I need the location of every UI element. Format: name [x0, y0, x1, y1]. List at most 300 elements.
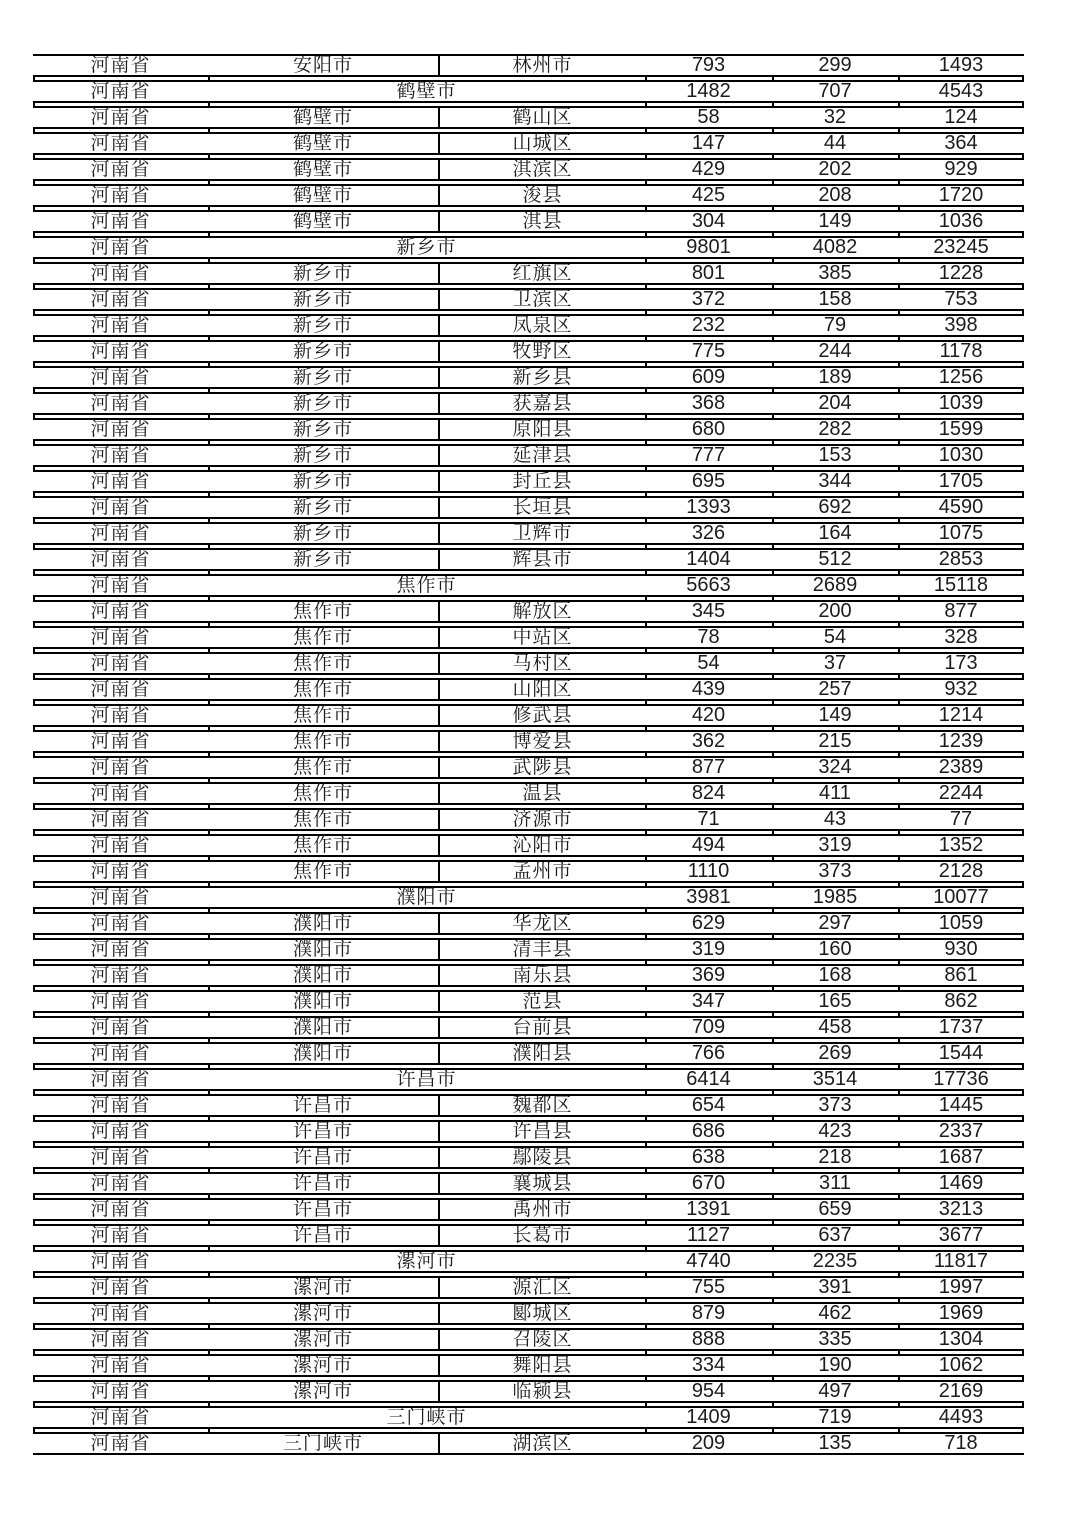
value-cell: 335 — [818, 1328, 852, 1350]
value-cell: 1127 — [686, 1224, 730, 1246]
table-row — [33, 210, 1024, 233]
value-cell: 423 — [818, 1120, 852, 1142]
value-cell: 930 — [944, 938, 978, 960]
district-cell: 浚县 — [522, 185, 563, 206]
city-cell: 焦作市 — [208, 862, 440, 881]
value-cell: 1985 — [812, 886, 858, 908]
value-cell: 362 — [691, 730, 726, 752]
value-cell: 9801 — [686, 236, 731, 258]
province-cell: 河南省 — [90, 1225, 151, 1246]
district-cell: 湖滨区 — [512, 1433, 573, 1454]
value-cell: 1705 — [938, 470, 984, 492]
district-cell: 林州市 — [512, 55, 573, 76]
value-cell: 232 — [691, 314, 726, 336]
city-cell: 漯河市 — [208, 1356, 440, 1375]
value-cell: 215 — [818, 730, 852, 752]
district-cell: 武陟县 — [512, 757, 573, 778]
province-cell: 河南省 — [90, 1043, 151, 1064]
value-cell: 1409 — [686, 1406, 731, 1428]
value-cell: 304 — [691, 210, 726, 232]
table-row — [33, 782, 1024, 805]
value-cell: 4082 — [812, 236, 858, 258]
city-cell: 新乡市 — [208, 342, 440, 361]
district-cell: 舞阳县 — [512, 1355, 573, 1376]
district-cell: 济源市 — [512, 809, 573, 830]
value-cell: 638 — [691, 1146, 726, 1168]
city-cell: 新乡市 — [208, 472, 440, 491]
value-cell: 209 — [691, 1432, 726, 1454]
table-row — [33, 938, 1024, 961]
value-cell: 1720 — [938, 184, 984, 206]
value-cell: 888 — [691, 1328, 726, 1350]
value-cell: 929 — [944, 158, 978, 180]
province-cell: 河南省 — [90, 419, 151, 440]
value-cell: 695 — [691, 470, 726, 492]
province-cell: 河南省 — [90, 835, 151, 856]
district-cell: 临颍县 — [512, 1381, 573, 1402]
province-cell: 河南省 — [90, 497, 151, 518]
city-merged-cell: 鹤壁市 — [396, 81, 457, 102]
district-cell: 山城区 — [512, 133, 573, 154]
province-cell: 河南省 — [90, 601, 151, 622]
district-cell: 濮阳县 — [512, 1043, 573, 1064]
province-cell: 河南省 — [90, 913, 151, 934]
value-cell: 257 — [818, 678, 852, 700]
city-cell: 新乡市 — [208, 316, 440, 335]
city-subtotal-row — [33, 886, 1024, 909]
city-subtotal-row — [33, 236, 1024, 259]
table-row — [33, 1328, 1024, 1351]
province-cell: 河南省 — [90, 393, 151, 414]
table-row — [33, 1354, 1024, 1377]
district-cell: 新乡县 — [512, 367, 573, 388]
district-cell: 长葛市 — [512, 1225, 573, 1246]
city-cell: 许昌市 — [208, 1200, 440, 1219]
province-cell: 河南省 — [90, 341, 151, 362]
province-cell: 河南省 — [90, 991, 151, 1012]
city-cell: 鹤壁市 — [208, 160, 440, 179]
city-cell: 濮阳市 — [208, 914, 440, 933]
value-cell: 319 — [818, 834, 852, 856]
value-cell: 1256 — [938, 366, 984, 388]
city-cell: 新乡市 — [208, 550, 440, 569]
value-cell: 766 — [691, 1042, 726, 1064]
value-cell: 204 — [818, 392, 852, 414]
value-cell: 149 — [818, 704, 852, 726]
value-cell: 659 — [818, 1198, 852, 1220]
province-cell: 河南省 — [90, 1407, 151, 1428]
district-cell: 源汇区 — [512, 1277, 573, 1298]
province-cell: 河南省 — [90, 757, 151, 778]
table-row — [33, 808, 1024, 831]
value-cell: 1036 — [938, 210, 984, 232]
value-cell: 391 — [818, 1276, 852, 1298]
city-cell: 漯河市 — [208, 1278, 440, 1297]
value-cell: 1110 — [687, 860, 730, 882]
table-row — [33, 548, 1024, 571]
province-cell: 河南省 — [90, 1069, 151, 1090]
table-row — [33, 1276, 1024, 1299]
province-cell: 河南省 — [90, 965, 151, 986]
value-cell: 1239 — [938, 730, 984, 752]
city-merged-cell: 新乡市 — [396, 237, 457, 258]
table-row — [33, 1120, 1024, 1143]
province-cell: 河南省 — [90, 1121, 151, 1142]
value-cell: 6414 — [686, 1068, 731, 1090]
city-merged-cell: 许昌市 — [396, 1069, 457, 1090]
value-cell: 5663 — [686, 574, 731, 596]
table-row — [33, 314, 1024, 337]
province-statistics-table — [33, 54, 1024, 1455]
value-cell: 2244 — [938, 782, 984, 804]
value-cell: 168 — [818, 964, 852, 986]
table-row — [33, 470, 1024, 493]
value-cell: 775 — [691, 340, 726, 362]
table-row — [33, 106, 1024, 129]
value-cell: 1599 — [938, 418, 984, 440]
value-cell: 824 — [691, 782, 726, 804]
value-cell: 208 — [818, 184, 852, 206]
value-cell: 347 — [691, 990, 726, 1012]
province-cell: 河南省 — [90, 575, 151, 596]
province-cell: 河南省 — [90, 315, 151, 336]
value-cell: 4543 — [938, 80, 984, 102]
value-cell: 135 — [818, 1432, 852, 1454]
city-cell: 许昌市 — [208, 1226, 440, 1245]
value-cell: 793 — [691, 54, 726, 76]
value-cell: 369 — [691, 964, 726, 986]
table-row — [33, 964, 1024, 987]
value-cell: 269 — [818, 1042, 852, 1064]
district-cell: 马村区 — [512, 653, 573, 674]
value-cell: 753 — [944, 288, 978, 310]
city-cell: 焦作市 — [208, 706, 440, 725]
value-cell: 54 — [823, 626, 847, 648]
value-cell: 1445 — [938, 1094, 984, 1116]
table-row — [33, 678, 1024, 701]
city-cell: 三门峡市 — [208, 1434, 440, 1453]
table-row — [33, 1042, 1024, 1065]
city-cell: 新乡市 — [208, 420, 440, 439]
province-cell: 河南省 — [90, 1303, 151, 1324]
district-cell: 长垣县 — [512, 497, 573, 518]
value-cell: 71 — [697, 808, 720, 830]
value-cell: 1352 — [938, 834, 984, 856]
district-cell: 温县 — [522, 783, 563, 804]
value-cell: 686 — [691, 1120, 726, 1142]
table-row — [33, 288, 1024, 311]
value-cell: 1062 — [938, 1354, 984, 1376]
district-cell: 许昌县 — [512, 1121, 573, 1142]
city-cell: 濮阳市 — [208, 1044, 440, 1063]
city-cell: 新乡市 — [208, 524, 440, 543]
city-cell: 焦作市 — [208, 758, 440, 777]
value-cell: 173 — [944, 652, 978, 674]
value-cell: 3213 — [938, 1198, 984, 1220]
value-cell: 1030 — [938, 444, 984, 466]
district-cell: 获嘉县 — [512, 393, 573, 414]
value-cell: 609 — [691, 366, 726, 388]
province-cell: 河南省 — [90, 861, 151, 882]
value-cell: 462 — [818, 1302, 852, 1324]
value-cell: 44 — [823, 132, 847, 154]
district-cell: 淇县 — [522, 211, 563, 232]
district-cell: 解放区 — [512, 601, 573, 622]
value-cell: 494 — [691, 834, 726, 856]
province-cell: 河南省 — [90, 1433, 151, 1454]
value-cell: 10077 — [933, 886, 989, 908]
city-cell: 许昌市 — [208, 1174, 440, 1193]
table-row — [33, 366, 1024, 389]
value-cell: 398 — [944, 314, 978, 336]
city-cell: 濮阳市 — [208, 940, 440, 959]
value-cell: 777 — [691, 444, 726, 466]
value-cell: 368 — [691, 392, 726, 414]
city-cell: 新乡市 — [208, 446, 440, 465]
province-cell: 河南省 — [90, 1017, 151, 1038]
province-cell: 河南省 — [90, 159, 151, 180]
province-cell: 河南省 — [90, 263, 151, 284]
table-row — [33, 1432, 1024, 1455]
value-cell: 2389 — [938, 756, 984, 778]
district-cell: 辉县市 — [512, 549, 573, 570]
value-cell: 79 — [823, 314, 847, 336]
city-subtotal-row — [33, 574, 1024, 597]
province-cell: 河南省 — [90, 1381, 151, 1402]
city-merged-cell: 漯河市 — [396, 1251, 457, 1272]
city-cell: 鹤壁市 — [208, 212, 440, 231]
value-cell: 297 — [818, 912, 852, 934]
province-cell: 河南省 — [90, 679, 151, 700]
province-cell: 河南省 — [90, 783, 151, 804]
district-cell: 郾城区 — [512, 1303, 573, 1324]
value-cell: 32 — [823, 106, 847, 128]
province-cell: 河南省 — [90, 1355, 151, 1376]
district-cell: 鄢陵县 — [512, 1147, 573, 1168]
province-cell: 河南省 — [90, 549, 151, 570]
value-cell: 299 — [818, 54, 852, 76]
table-row — [33, 1302, 1024, 1325]
value-cell: 1059 — [938, 912, 984, 934]
district-cell: 南乐县 — [512, 965, 573, 986]
city-subtotal-row — [33, 1068, 1024, 1091]
value-cell: 190 — [818, 1354, 852, 1376]
province-cell: 河南省 — [90, 445, 151, 466]
value-cell: 719 — [818, 1406, 852, 1428]
value-cell: 319 — [691, 938, 726, 960]
district-cell: 沁阳市 — [512, 835, 573, 856]
value-cell: 147 — [691, 132, 726, 154]
city-cell: 焦作市 — [208, 784, 440, 803]
value-cell: 692 — [818, 496, 852, 518]
province-cell: 河南省 — [90, 653, 151, 674]
value-cell: 1039 — [938, 392, 984, 414]
district-cell: 范县 — [522, 991, 563, 1012]
value-cell: 334 — [691, 1354, 726, 1376]
district-cell: 淇滨区 — [512, 159, 573, 180]
city-cell: 濮阳市 — [208, 1018, 440, 1037]
table-row — [33, 1146, 1024, 1169]
value-cell: 4493 — [938, 1406, 984, 1428]
value-cell: 411 — [819, 782, 851, 804]
district-cell: 中站区 — [512, 627, 573, 648]
value-cell: 497 — [818, 1380, 852, 1402]
value-cell: 877 — [944, 600, 978, 622]
district-cell: 封丘县 — [512, 471, 573, 492]
value-cell: 2689 — [812, 574, 858, 596]
value-cell: 1214 — [938, 704, 984, 726]
value-cell: 439 — [691, 678, 726, 700]
value-cell: 37 — [823, 652, 847, 674]
province-cell: 河南省 — [90, 367, 151, 388]
value-cell: 282 — [818, 418, 852, 440]
value-cell: 1393 — [686, 496, 731, 518]
city-cell: 漯河市 — [208, 1304, 440, 1323]
city-cell: 许昌市 — [208, 1148, 440, 1167]
table-row — [33, 1198, 1024, 1221]
province-cell: 河南省 — [90, 81, 151, 102]
table-row — [33, 756, 1024, 779]
value-cell: 324 — [818, 756, 852, 778]
province-cell: 河南省 — [90, 107, 151, 128]
value-cell: 458 — [818, 1016, 852, 1038]
province-cell: 河南省 — [90, 809, 151, 830]
value-cell: 328 — [944, 626, 978, 648]
value-cell: 311 — [819, 1172, 851, 1194]
value-cell: 954 — [691, 1380, 726, 1402]
city-cell: 许昌市 — [208, 1122, 440, 1141]
table-row — [33, 704, 1024, 727]
value-cell: 372 — [691, 288, 726, 310]
value-cell: 1493 — [938, 54, 984, 76]
value-cell: 165 — [818, 990, 852, 1012]
value-cell: 164 — [818, 522, 852, 544]
value-cell: 2169 — [938, 1380, 984, 1402]
value-cell: 1075 — [938, 522, 984, 544]
table-row — [33, 340, 1024, 363]
province-cell: 河南省 — [90, 939, 151, 960]
value-cell: 3981 — [686, 886, 731, 908]
district-cell: 华龙区 — [512, 913, 573, 934]
district-cell: 原阳县 — [512, 419, 573, 440]
province-cell: 河南省 — [90, 627, 151, 648]
district-cell: 牧野区 — [512, 341, 573, 362]
table-row — [33, 132, 1024, 155]
value-cell: 158 — [818, 288, 852, 310]
province-cell: 河南省 — [90, 1251, 151, 1272]
province-cell: 河南省 — [90, 1277, 151, 1298]
value-cell: 2853 — [938, 548, 984, 570]
district-cell: 卫辉市 — [512, 523, 573, 544]
table-row — [33, 626, 1024, 649]
district-cell: 台前县 — [512, 1017, 573, 1038]
district-cell: 禹州市 — [512, 1199, 573, 1220]
value-cell: 637 — [818, 1224, 852, 1246]
city-merged-cell: 濮阳市 — [396, 887, 457, 908]
city-cell: 濮阳市 — [208, 966, 440, 985]
city-cell: 新乡市 — [208, 290, 440, 309]
value-cell: 2128 — [938, 860, 984, 882]
value-cell: 718 — [944, 1432, 978, 1454]
value-cell: 344 — [818, 470, 852, 492]
value-cell: 2337 — [938, 1120, 984, 1142]
province-cell: 河南省 — [90, 1147, 151, 1168]
province-cell: 河南省 — [90, 185, 151, 206]
value-cell: 429 — [691, 158, 726, 180]
city-subtotal-row — [33, 1250, 1024, 1273]
value-cell: 58 — [697, 106, 720, 128]
value-cell: 1997 — [938, 1276, 984, 1298]
value-cell: 3677 — [938, 1224, 984, 1246]
city-cell: 安阳市 — [208, 56, 440, 75]
city-cell: 鹤壁市 — [208, 186, 440, 205]
value-cell: 4590 — [938, 496, 984, 518]
value-cell: 373 — [818, 1094, 852, 1116]
province-cell: 河南省 — [90, 237, 151, 258]
value-cell: 861 — [944, 964, 978, 986]
city-cell: 焦作市 — [208, 628, 440, 647]
province-cell: 河南省 — [90, 1173, 151, 1194]
city-subtotal-row — [33, 80, 1024, 103]
district-cell: 博爱县 — [512, 731, 573, 752]
province-cell: 河南省 — [90, 887, 151, 908]
value-cell: 326 — [691, 522, 726, 544]
table-row — [33, 158, 1024, 181]
value-cell: 11817 — [933, 1250, 989, 1272]
district-cell: 红旗区 — [512, 263, 573, 284]
table-row — [33, 1224, 1024, 1247]
province-cell: 河南省 — [90, 1329, 151, 1350]
value-cell: 879 — [691, 1302, 726, 1324]
district-cell: 修武县 — [512, 705, 573, 726]
value-cell: 244 — [818, 340, 852, 362]
city-cell: 焦作市 — [208, 602, 440, 621]
value-cell: 385 — [818, 262, 852, 284]
value-cell: 345 — [691, 600, 726, 622]
value-cell: 153 — [818, 444, 852, 466]
table-row — [33, 600, 1024, 623]
value-cell: 629 — [691, 912, 726, 934]
value-cell: 23245 — [933, 236, 989, 258]
city-cell: 新乡市 — [208, 498, 440, 517]
value-cell: 709 — [691, 1016, 726, 1038]
table-row — [33, 262, 1024, 285]
value-cell: 124 — [944, 106, 978, 128]
value-cell: 1482 — [686, 80, 731, 102]
value-cell: 801 — [691, 262, 726, 284]
city-cell: 漯河市 — [208, 1382, 440, 1401]
city-merged-cell: 焦作市 — [396, 575, 457, 596]
table-row — [33, 834, 1024, 857]
value-cell: 43 — [823, 808, 847, 830]
table-row — [33, 990, 1024, 1013]
value-cell: 1178 — [939, 340, 983, 362]
district-cell: 卫滨区 — [512, 289, 573, 310]
value-cell: 364 — [944, 132, 978, 154]
city-subtotal-row — [33, 1406, 1024, 1429]
city-cell: 鹤壁市 — [208, 134, 440, 153]
value-cell: 512 — [818, 548, 852, 570]
value-cell: 755 — [691, 1276, 726, 1298]
district-cell: 延津县 — [512, 445, 573, 466]
district-cell: 凤泉区 — [512, 315, 573, 336]
table-row — [33, 184, 1024, 207]
value-cell: 1404 — [686, 548, 731, 570]
province-cell: 河南省 — [90, 731, 151, 752]
table-rows — [33, 54, 1024, 1455]
table-row — [33, 444, 1024, 467]
table-row — [33, 730, 1024, 753]
